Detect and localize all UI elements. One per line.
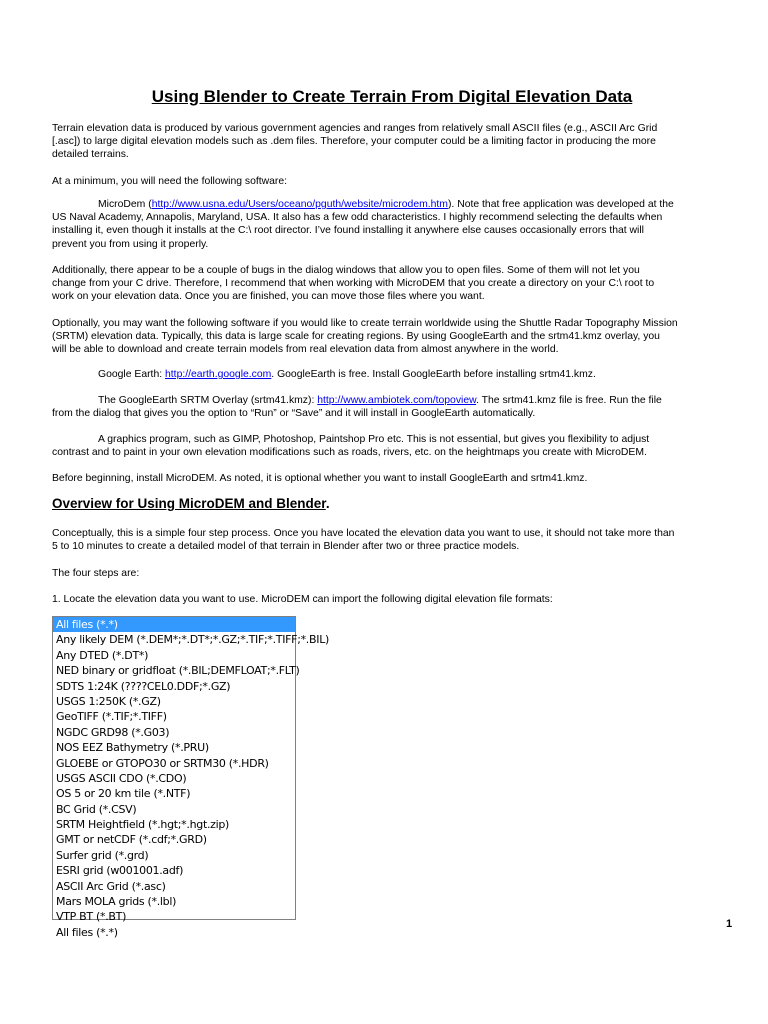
optional-line: will be able to download and create terrain models from real elevation data from almost anywhere in the world. [52,344,559,356]
file-format-option[interactable]: Any DTED (*.DT*) [56,648,149,662]
four-steps-paragraph: The four steps are: [52,568,140,579]
microdem-line: prevent you from using it properly. [52,238,209,250]
intro-line: detailed terrains. [52,149,129,161]
file-format-option[interactable]: Any likely DEM (*.DEM*;*.DT*;*.GZ;*.TIF;*.TIFF;*.BIL) [56,633,330,647]
overview-heading [52,495,330,513]
file-format-option[interactable]: ESRI grid (w001001.adf) [56,864,184,878]
bugs-line: change from your C drive. Therefore, I recommend that when working with MicroDEM that you create a directory on your C:\ root to [52,278,655,290]
file-format-option[interactable]: All files (*.*) [56,925,118,939]
document-title: Using Blender to Create Terrain From Digital Elevation Data [151,87,633,106]
conceptual-line: Conceptually, this is a simple four step process. Once you have located the elevation data you want to use, it should not take more than [52,528,675,539]
microdem-paragraph [52,198,742,251]
bugs-line: work on your elevation data. Once you are finished, you can move those files where you want. [52,291,485,303]
file-format-option[interactable]: OS 5 or 20 km tile (*.NTF) [56,787,191,801]
before-paragraph: Before beginning, install MicroDEM. As noted, it is optional whether you want to install GoogleEarth and srtm41.kmz. [52,473,588,484]
graphics-line: contrast and to paint in your own elevation modifications such as roads, rivers, etc. on the heightmaps you create with MicroDEM. [52,447,647,459]
file-format-option[interactable]: VTP BT (*.BT) [56,910,127,924]
microdem-link[interactable]: http://www.usna.edu/Users/oceano/pguth/website/microdem.htm [151,199,448,210]
intro-line: Terrain elevation data is produced by various government agencies and ranges from relatively small ASCII files (e.g., ASCII Arc Grid [52,123,658,134]
conceptual-line: 5 to 10 minutes to create a detailed model of that terrain in Blender after two or three practice models. [52,541,520,553]
google-earth-prefix: Google Earth: [98,369,166,380]
file-format-option[interactable]: Mars MOLA grids (*.lbl) [56,895,177,909]
file-format-option[interactable]: Surfer grid (*.grd) [56,848,149,862]
graphics-line: A graphics program, such as GIMP, Photoshop, Paintshop Pro etc. This is not essential, but gives you flexibility to adjust [98,434,650,445]
file-format-option[interactable]: GLOEBE or GTOPO30 or SRTM30 (*.HDR) [56,756,269,770]
intro-paragraph [52,122,742,162]
file-format-option[interactable]: GMT or netCDF (*.cdf;*.GRD) [56,833,207,847]
file-format-option[interactable]: USGS 1:250K (*.GZ) [56,694,161,708]
google-earth-link[interactable]: http://earth.google.com [165,369,272,380]
bugs-line: Additionally, there appear to be a couple of bugs in the dialog windows that allow you to open files. Some of them will not let you [52,265,640,276]
overview-heading-text: Overview for Using MicroDEM and Blender [52,496,326,511]
file-format-option[interactable]: SRTM Heightfield (*.hgt;*.hgt.zip) [56,818,230,832]
srtm-suffix: . The srtm41.kmz file is free. Run the file [476,395,662,406]
google-earth-paragraph [52,368,742,381]
conceptual-paragraph [52,527,742,553]
file-format-listbox[interactable] [52,616,330,939]
intro-line: [.asc]) to large digital elevation models such as .dem files. Therefore, your computer could be a limiting factor in producing the more [52,136,656,148]
step1-paragraph: 1. Locate the elevation data you want to use. MicroDEM can import the following digital elevation file formats: [52,594,553,605]
bugs-paragraph [52,264,742,304]
optional-line: (SRTM) elevation data. Typically, this data is large scale for creating regions. By using GoogleEarth and the srtm41.kmz overlay, you [52,331,660,343]
file-format-option[interactable]: SDTS 1:24K (????CEL0.DDF;*.GZ) [56,679,231,693]
microdem-prefix: MicroDem ( [98,199,152,210]
file-format-option[interactable]: BC Grid (*.CSV) [56,802,137,816]
graphics-paragraph [52,433,742,459]
file-format-option[interactable]: NGDC GRD98 (*.G03) [56,725,170,739]
file-format-option[interactable]: NOS EEZ Bathymetry (*.PRU) [56,741,209,755]
optional-paragraph [52,317,742,357]
minimum-paragraph: At a minimum, you will need the following software: [52,176,288,187]
microdem-line: US Naval Academy, Annapolis, Maryland, USA. It also has a few odd characteristics. I highly recommend selecting the defaults when [52,212,663,224]
file-format-option[interactable]: USGS ASCII CDO (*.CDO) [56,771,187,785]
srtm-link[interactable]: http://www.ambiotek.com/topoview [317,395,477,406]
file-format-option[interactable]: NED binary or gridfloat (*.BIL;DEMFLOAT;*.FLT) [56,664,300,678]
microdem-suffix: ). Note that free application was developed at the [447,199,674,210]
optional-line: Optionally, you may want the following software if you would like to create terrain worldwide using the Shuttle Radar Topography Mission [52,318,678,329]
file-format-option[interactable]: GeoTIFF (*.TIF;*.TIFF) [56,710,167,724]
google-earth-suffix: . GoogleEarth is free. Install GoogleEarth before installing srtm41.kmz. [271,369,596,380]
overview-heading-period: . [325,496,330,511]
page-number: 1 [726,918,733,930]
srtm-paragraph [52,394,742,420]
file-format-option[interactable]: All files (*.*) [53,617,295,632]
srtm-line: from the dialog that gives you the option to “Run” or “Save” and it will install in GoogleEarth automatically. [52,408,536,420]
microdem-line: installing it, even though it installs at the C:\ root director. I’ve found installing it anywhere else causes occasionally errors that will [52,225,644,237]
file-format-option[interactable]: ASCII Arc Grid (*.asc) [56,879,166,893]
srtm-prefix: The GoogleEarth SRTM Overlay (srtm41.kmz): [98,395,318,406]
